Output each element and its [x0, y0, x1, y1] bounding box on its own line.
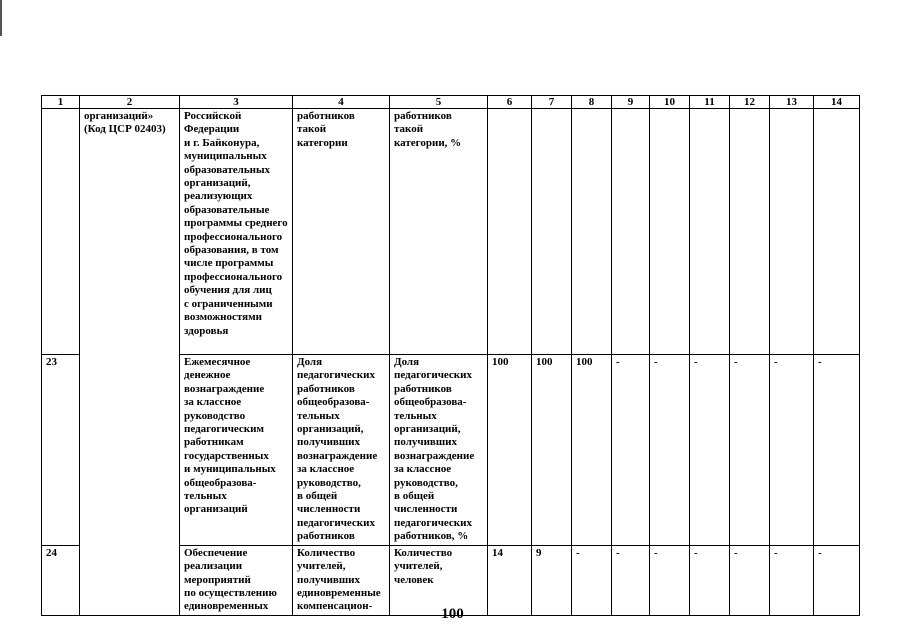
measure-cell: Обеспечение реализации мероприятий по осуществлению единовременных — [180, 545, 293, 615]
value-cell: 100 — [572, 355, 612, 546]
indicator-unit-cell: Количество учителей, человек — [390, 545, 488, 615]
header-row — [42, 96, 860, 109]
indicator-cell: работников такой категории — [293, 109, 390, 355]
header-cell: 8 — [572, 96, 612, 109]
value-cell: - — [814, 545, 860, 615]
value-cell — [730, 109, 770, 355]
row-number-cell: 24 — [42, 545, 80, 615]
value-cell: - — [770, 545, 814, 615]
header-cell: 6 — [488, 96, 532, 109]
header-cell: 4 — [293, 96, 390, 109]
table-row — [42, 109, 860, 355]
header-cell: 3 — [180, 96, 293, 109]
page-number: 100 — [441, 606, 464, 622]
indicator-unit-cell: работников такой категории, % — [390, 109, 488, 355]
header-cell: 9 — [612, 96, 650, 109]
header-cell: 14 — [814, 96, 860, 109]
indicator-unit-cell: Доля педагогических работников общеобразова- тельных организаций, получивших вознаграждение за классное руководство, в общей численности педагогических работников, % — [390, 355, 488, 546]
value-cell — [650, 109, 690, 355]
value-cell: - — [650, 545, 690, 615]
measure-cell: Ежемесячное денежное вознаграждение за классное руководство педагогическим работникам государственных и муниципальных общеобразова- тельных организаций — [180, 355, 293, 546]
value-cell: - — [690, 545, 730, 615]
data-table — [41, 95, 860, 616]
value-cell: 9 — [532, 545, 572, 615]
value-cell: - — [730, 545, 770, 615]
header-cell: 12 — [730, 96, 770, 109]
program-name-cell: организаций» (Код ЦСР 02403) — [80, 109, 180, 616]
value-cell: - — [572, 545, 612, 615]
header-cell: 5 — [390, 96, 488, 109]
value-cell — [572, 109, 612, 355]
header-cell: 11 — [690, 96, 730, 109]
row-number-cell — [42, 109, 80, 355]
header-cell: 7 — [532, 96, 572, 109]
measure-cell: Российской Федерации и г. Байконура, муниципальных образовательных организаций, реализующих образовательные программы среднего профессионального образования, в том числе программы профессионального обучения для лиц с ограниченными возможностями здоровья — [180, 109, 293, 355]
header-cell: 10 — [650, 96, 690, 109]
header-cell: 13 — [770, 96, 814, 109]
value-cell: - — [650, 355, 690, 546]
header-cell: 1 — [42, 96, 80, 109]
value-cell: - — [612, 545, 650, 615]
indicator-cell: Доля педагогических работников общеобразова- тельных организаций, получивших вознаграждение за классное руководство, в общей численности педагогических работников — [293, 355, 390, 546]
value-cell — [612, 109, 650, 355]
value-cell — [488, 109, 532, 355]
indicator-cell: Количество учителей, получивших единовременные компенсацион- — [293, 545, 390, 615]
value-cell: 100 — [532, 355, 572, 546]
value-cell — [770, 109, 814, 355]
value-cell: 100 — [488, 355, 532, 546]
value-cell: - — [612, 355, 650, 546]
value-cell: - — [730, 355, 770, 546]
value-cell: 14 — [488, 545, 532, 615]
value-cell — [814, 109, 860, 355]
value-cell: - — [814, 355, 860, 546]
value-cell: - — [770, 355, 814, 546]
page-edge-mark — [0, 0, 2, 36]
header-cell: 2 — [80, 96, 180, 109]
value-cell — [690, 109, 730, 355]
row-number-cell: 23 — [42, 355, 80, 546]
value-cell — [532, 109, 572, 355]
value-cell: - — [690, 355, 730, 546]
